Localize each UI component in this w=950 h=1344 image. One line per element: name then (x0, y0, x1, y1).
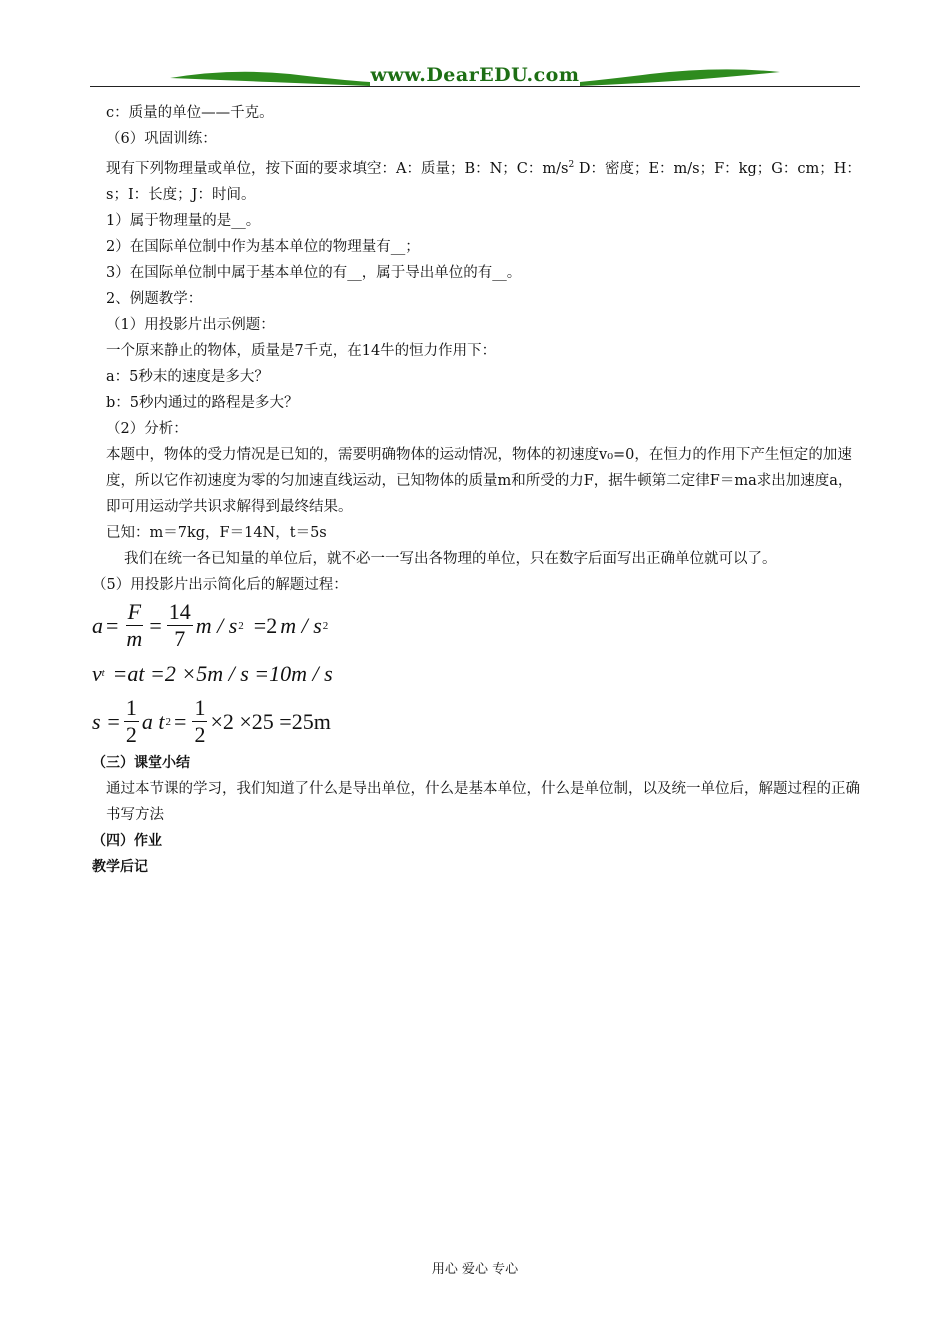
section-heading: （四）作业 (92, 832, 162, 849)
section-heading: 教学后记 (92, 858, 148, 875)
page-footer: 用心 爱心 专心 (431, 1262, 519, 1277)
formula-displacement: s = $\frac{1}{2}$ a t 2 = $\frac{1}{2}$ ×2 ×25 =25m (92, 695, 331, 748)
text-line: 一个原来静止的物体，质量是7千克，在14牛的恒力作用下： (106, 342, 497, 359)
text-line: （2）分析： (106, 420, 188, 437)
text-line: 3）在国际单位制中属于基本单位的有__，属于导出单位的有__。 (106, 264, 522, 281)
fraction: $\frac{F}{m}$ (126, 599, 143, 652)
text-line: 2）在国际单位制中作为基本单位的物理量有__； (106, 238, 420, 255)
text-line: 已知：m＝7kg，F＝14N，t＝5s (106, 524, 327, 541)
paragraph: 通过本节课的学习，我们知道了什么是导出单位，什么是基本单位，什么是单位制，以及统一单位后，解题过程的正确书写方法 (106, 780, 860, 823)
text-line: 1）属于物理量的是__。 (106, 212, 261, 229)
text-line: 我们在统一各已知量的单位后，就不必一一写出各物理的单位，只在数字后面写出正确单位就可以了。 (124, 550, 777, 567)
text-line: c：质量的单位——千克。 (106, 105, 274, 121)
document-body (92, 100, 862, 880)
paragraph: 本题中，物体的受力情况是已知的，需要明确物体的运动情况，物体的初速度v₀=0，在恒力的作用下产生恒定的加速度，所以它作初速度为零的匀加速直线运动，已知物体的质量m和所受的力F，据牛顿第二定律F＝ma求出加速度a，即可用运动学共识求解得到最终结果。 (106, 446, 853, 515)
text-line: a：5秒末的速度是多大？ (106, 368, 269, 385)
fraction: $\frac{1}{2}$ (194, 695, 206, 748)
fraction: $\frac{1}{2}$ (125, 695, 137, 748)
formula-velocity: v t =at =2 ×5m / s =10m / s (92, 660, 333, 686)
text-line: b：5秒内通过的路程是多大？ (106, 394, 299, 411)
section-heading: （三）课堂小结 (92, 754, 190, 771)
site-url-logo[interactable]: www.DearEDU.com (370, 64, 580, 86)
fraction: $\frac{14}{7}$ (168, 599, 191, 652)
header-divider (90, 86, 860, 87)
paragraph: 现有下列物理量或单位，按下面的要求填空：A：质量；B：N；C：$m/s^2$ D：密度；E：m/s；F：kg；G：cm；H：s；I：长度；J：时间。 (106, 160, 861, 203)
page-header (90, 58, 860, 90)
solution-formulas (92, 599, 862, 748)
text-line: （6）巩固训练： (106, 131, 217, 147)
text-line: 2、例题教学： (106, 290, 203, 307)
text-line: （1）用投影片出示例题： (106, 316, 275, 333)
formula-acceleration: a = $\frac{F}{m}$ = $\frac{14}{7}$ m / s 2 =2 m / s 2 (92, 599, 329, 652)
text-line: （5）用投影片出示简化后的解题过程： (92, 576, 348, 593)
